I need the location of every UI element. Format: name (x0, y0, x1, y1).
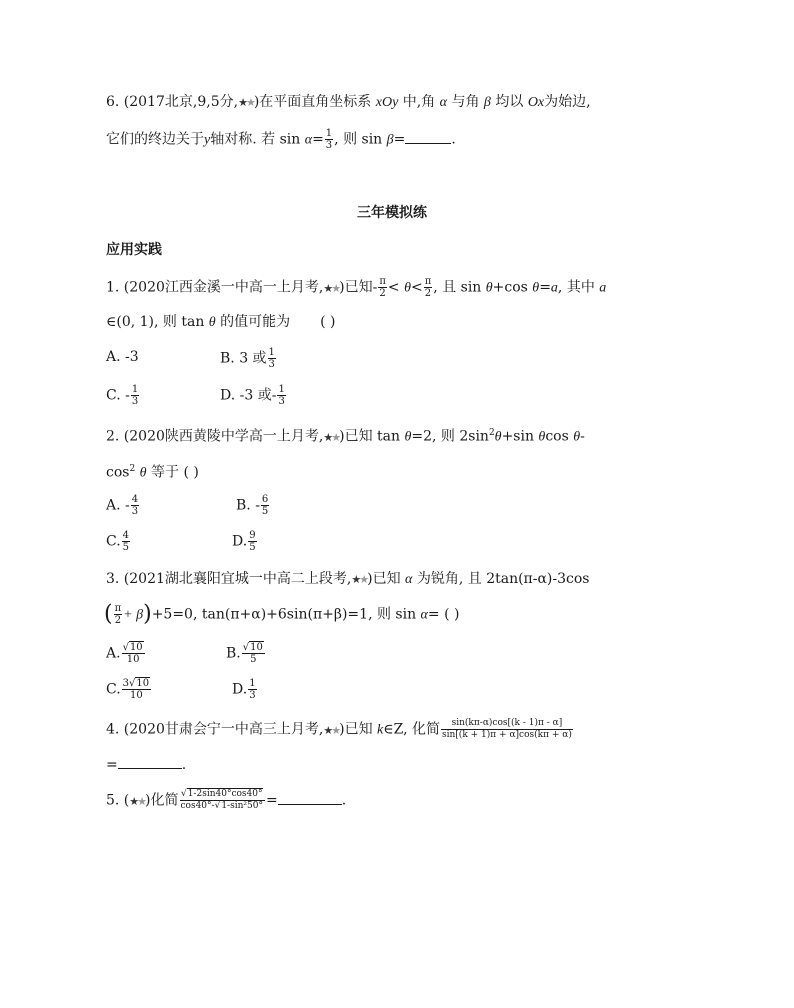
difficulty-stars-icon: ★★ (351, 573, 368, 586)
q6-line2: 它们的终边关于y轴对称. 若 sin α= $\frac{1}{3}$ , 则 sin β= . (106, 128, 456, 151)
q1-option-a: A. -3 (106, 349, 139, 365)
q2-option-a: A. - $\frac{4}{3}$ (106, 494, 139, 517)
fraction: $\frac{√10}{5}$ (242, 642, 263, 665)
q1-line1: 1. (2020江西金溪一中高一上月考,★★)已知- $\frac{\pi}{2}$ < θ< $\frac{\pi}{2}$ , 且 sin θ+cos θ=a, 其中 a (106, 276, 607, 299)
fraction: $\frac{1}{3}$ (249, 678, 256, 701)
fraction: $\frac{6}{5}$ (261, 494, 269, 517)
fraction: $\frac{1}{3}$ (131, 384, 139, 407)
q3-option-a: A. $\frac{√10}{10}$ (106, 642, 143, 665)
q2-option-d: D. $\frac{9}{5}$ (232, 530, 256, 553)
difficulty-stars-icon: ★★ (323, 723, 340, 737)
fraction: $\frac{\pi}{2}$ (379, 276, 386, 299)
q1-option-b: B. 3 或 $\frac{1}{3}$ (220, 347, 275, 370)
q2-option-b: B. - $\frac{6}{5}$ (236, 494, 269, 517)
q3-option-d: D. $\frac{1}{3}$ (232, 678, 256, 701)
q3-line2: ( $\frac{\pi}{2}$ + β)+5=0, tan(π+α)+6sin(π+β)=1, 则 sin α= ( ) (104, 601, 460, 627)
q1-option-d: D. -3 或- $\frac{1}{3}$ (220, 384, 285, 407)
fraction: $\frac{3√10}{10}$ (122, 678, 150, 701)
difficulty-stars-icon: ★★ (323, 430, 340, 444)
answer-blank (278, 790, 342, 805)
q3-line1: 3. (2021湖北襄阳宜城一中高二上段考,★★)已知 α 为锐角, 且 2tan(π-α)-3cos (106, 569, 590, 590)
fraction: $\frac{4}{5}$ (122, 530, 130, 553)
q6-line1: 6. (2017北京,9,5分,★★)在平面直角坐标系 xOy 中,角 α 与角 β 均以 Ox为始边, (106, 92, 591, 113)
q4-line2: = . (106, 754, 186, 775)
difficulty-stars-icon: ★★ (129, 794, 146, 808)
q2-line2: $\cos^2 \theta$ 等于 ( ) (106, 464, 199, 481)
fraction: $\frac{√10}{10}$ (122, 642, 143, 665)
fraction: $\frac{\pi}{2}$ (424, 276, 432, 299)
q4-line1: 4. (2020甘肃会宁一中高三上月考,★★)已知 k∈Z, 化简 $\frac{\sin(k\pi-\alpha)\cos[(k - 1)\pi - \alpha]}{\sin[(k + 1)\pi + \alpha]\cos(k\pi + \alpha)}$ (106, 718, 572, 740)
section-title: 三年模拟练 (357, 205, 427, 221)
q2-line1: 2. (2020陕西黄陵中学高一上月考,★★)已知 tan θ=2, 则 $2\sin^2\theta+\sin$ θcos θ- (106, 423, 585, 448)
difficulty-stars-icon: ★★ (238, 96, 254, 109)
q3-option-c: C. $\frac{3√10}{10}$ (106, 678, 150, 701)
fraction: $\frac{\sin(k\pi-\alpha)\cos[(k - 1)\pi - \alpha]}{\sin[(k + 1)\pi + \alpha]\cos(k\pi + \alpha)}$ (442, 718, 572, 740)
fraction: $\frac{\pi}{2}$ (114, 603, 122, 626)
fraction: $\frac{√1-2\sin 40^\circ\cos 40^\circ}{\text{cos40°-√1-sin²50°}}$ (180, 789, 263, 811)
difficulty-stars-icon: ★★ (323, 281, 340, 295)
fraction: $\frac{4}{3}$ (131, 494, 139, 517)
subsection-title: 应用实践 (106, 242, 162, 258)
q1-option-c: C. - $\frac{1}{3}$ (106, 384, 139, 407)
q2-option-c: C. $\frac{4}{5}$ (106, 530, 130, 553)
q5-line1: 5. (★★)化简 $\frac{√1-2\sin 40^\circ\cos 40^\circ}{\text{cos40°-√1-sin²50°}}$ = . (106, 789, 347, 811)
answer-blank (405, 129, 451, 144)
q1-line2: ∈(0, 1), 则 tan θ 的值可能为 ( ) (106, 314, 336, 330)
q3-option-b: B. $\frac{√10}{5}$ (226, 642, 263, 665)
fraction: $\frac{1}{3}$ (278, 384, 285, 407)
answer-blank (118, 754, 182, 769)
fraction: $\frac{1}{3}$ (325, 128, 333, 151)
fraction: $\frac{9}{5}$ (249, 530, 256, 553)
fraction: $\frac{1}{3}$ (268, 347, 275, 370)
